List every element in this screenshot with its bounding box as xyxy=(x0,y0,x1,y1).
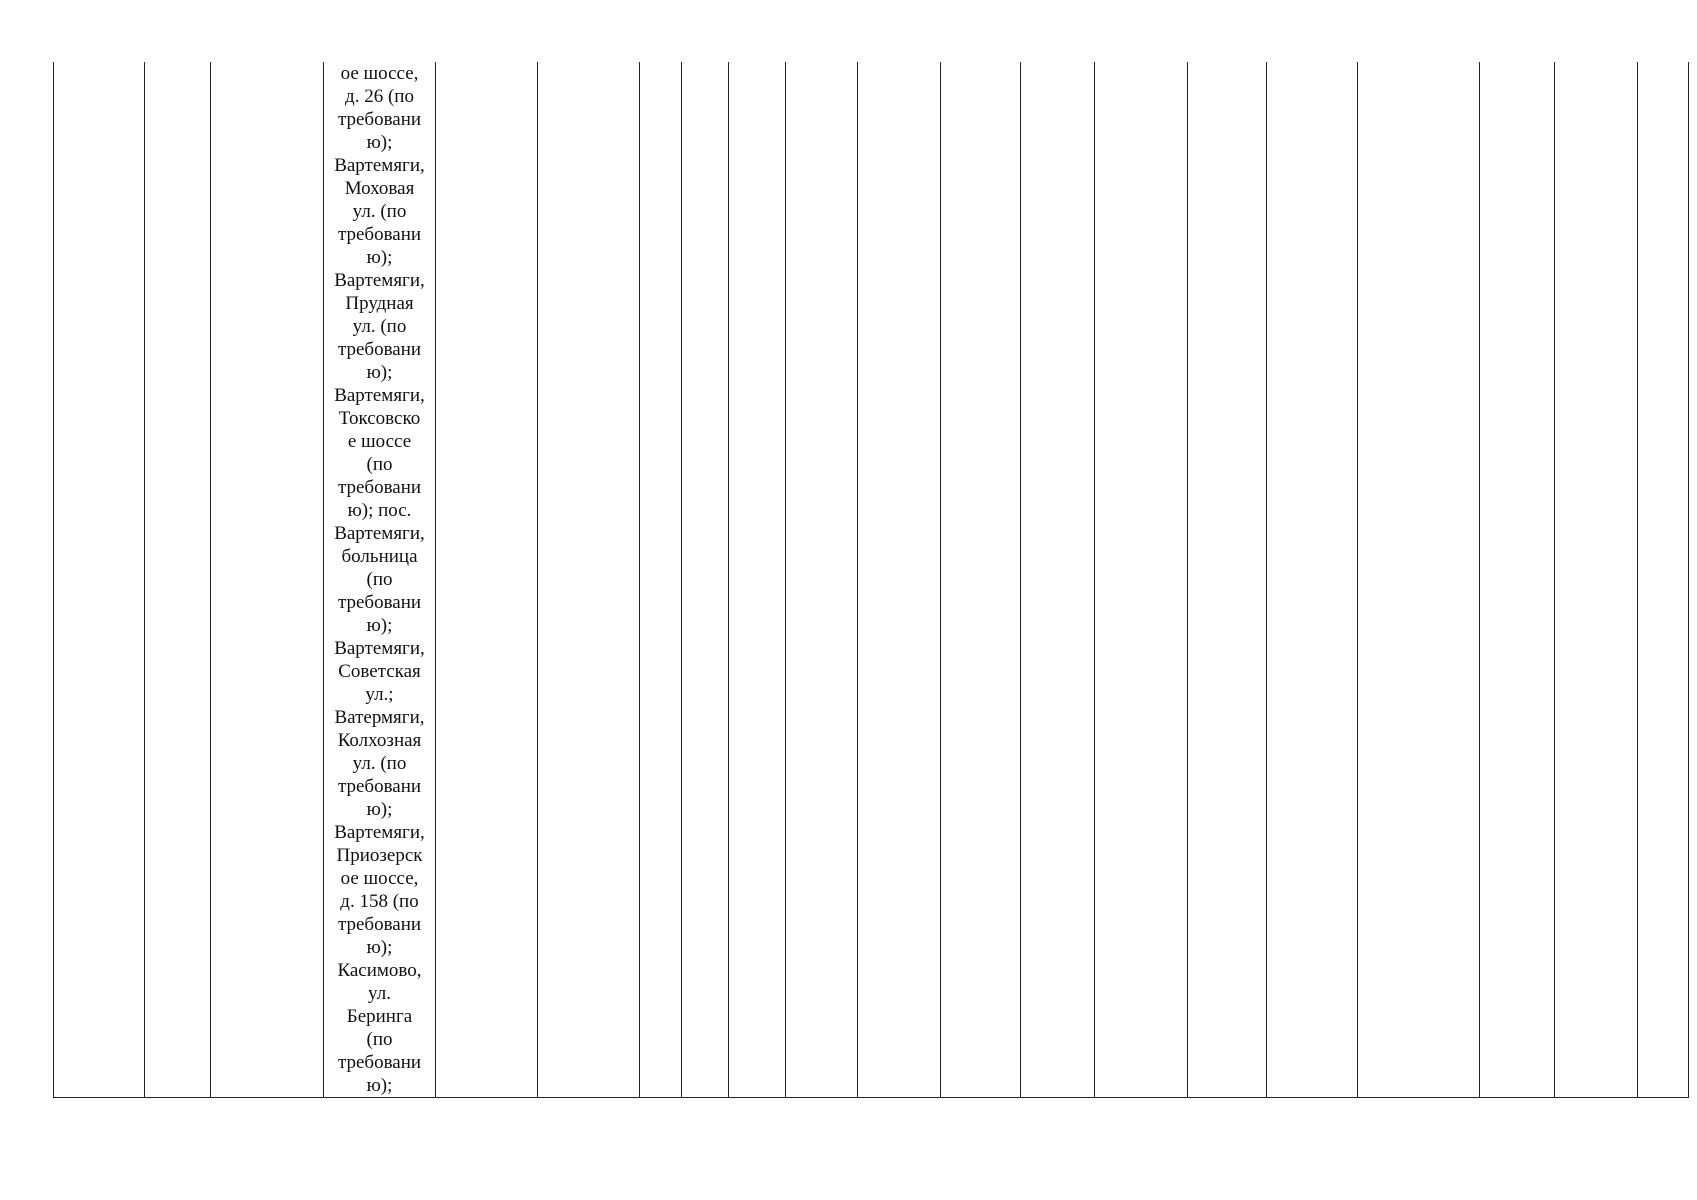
stops-list-cell xyxy=(324,62,436,1098)
stop-line: д. 158 (по xyxy=(340,891,419,912)
table-cell xyxy=(1095,62,1188,1098)
stop-line: требовани xyxy=(337,109,422,130)
table-cell xyxy=(941,62,1021,1098)
table-cell xyxy=(1358,62,1480,1098)
stop-line: требовани xyxy=(337,776,422,797)
stop-line: е шоссе xyxy=(347,431,412,452)
stop-line: ул. (по xyxy=(352,753,407,774)
stop-line: требовани xyxy=(337,339,422,360)
table-cell xyxy=(1021,62,1095,1098)
stop-line: Вартемяги, xyxy=(334,155,425,176)
stop-line: требовани xyxy=(337,914,422,935)
stop-line: Вартемяги, xyxy=(334,638,425,659)
table-cell xyxy=(729,62,786,1098)
stop-line: д. 26 (по xyxy=(345,86,414,107)
stop-line: ю); xyxy=(366,1075,393,1096)
table-cell xyxy=(1188,62,1267,1098)
stop-line: Прудная xyxy=(345,293,414,314)
stop-line: ул. (по xyxy=(352,201,407,222)
stop-line: (по xyxy=(366,454,393,475)
table-cell xyxy=(682,62,729,1098)
table-row xyxy=(54,62,1689,1098)
stop-line: ю); xyxy=(366,362,393,383)
stop-line: Вартемяги, xyxy=(334,822,425,843)
stop-line: больница xyxy=(341,546,418,567)
stop-line: Колхозная xyxy=(337,730,422,751)
table-cell xyxy=(1638,62,1689,1098)
stop-line: ю); xyxy=(366,247,393,268)
stop-line: ю); xyxy=(366,615,393,636)
route-table xyxy=(53,62,1689,1098)
table-cell xyxy=(436,62,538,1098)
table-cell xyxy=(1480,62,1555,1098)
stop-line: ое шоссе, xyxy=(340,63,419,84)
table-cell xyxy=(54,62,145,1098)
stop-line: Беринга xyxy=(346,1006,413,1027)
stop-line: Касимово, xyxy=(337,960,422,981)
table-cell xyxy=(145,62,211,1098)
stop-line: ул. xyxy=(368,983,391,1004)
table-cell xyxy=(211,62,324,1098)
stop-line: Моховая xyxy=(344,178,415,199)
stop-line: ю); пос. xyxy=(347,500,412,521)
stop-line: ю); xyxy=(366,132,393,153)
stop-line: (по xyxy=(366,1029,393,1050)
stop-line: ул. (по xyxy=(352,316,407,337)
stop-line: Вартемяги, xyxy=(334,523,425,544)
stop-line: Вартемяги, xyxy=(334,270,425,291)
stop-line: требовани xyxy=(337,477,422,498)
stop-line: ю); xyxy=(366,937,393,958)
stop-line: требовани xyxy=(337,224,422,245)
stop-line: Вартемяги, xyxy=(334,385,425,406)
table-cell xyxy=(1555,62,1638,1098)
stop-line: Приозерск xyxy=(336,845,423,866)
stop-line: (по xyxy=(366,569,393,590)
table-cell xyxy=(1267,62,1358,1098)
stop-line: требовани xyxy=(337,1052,422,1073)
stop-line: ю); xyxy=(366,799,393,820)
stop-line: Токсовско xyxy=(338,408,421,429)
table-cell xyxy=(640,62,682,1098)
table-cell xyxy=(858,62,941,1098)
stop-line: ул.; xyxy=(365,684,394,705)
stop-line: требовани xyxy=(337,592,422,613)
stop-line: ое шоссе, xyxy=(340,868,419,889)
table-cell xyxy=(786,62,858,1098)
table-cell xyxy=(538,62,640,1098)
stop-line: Ватермяги, xyxy=(334,707,425,728)
stop-line: Советская xyxy=(338,661,421,682)
